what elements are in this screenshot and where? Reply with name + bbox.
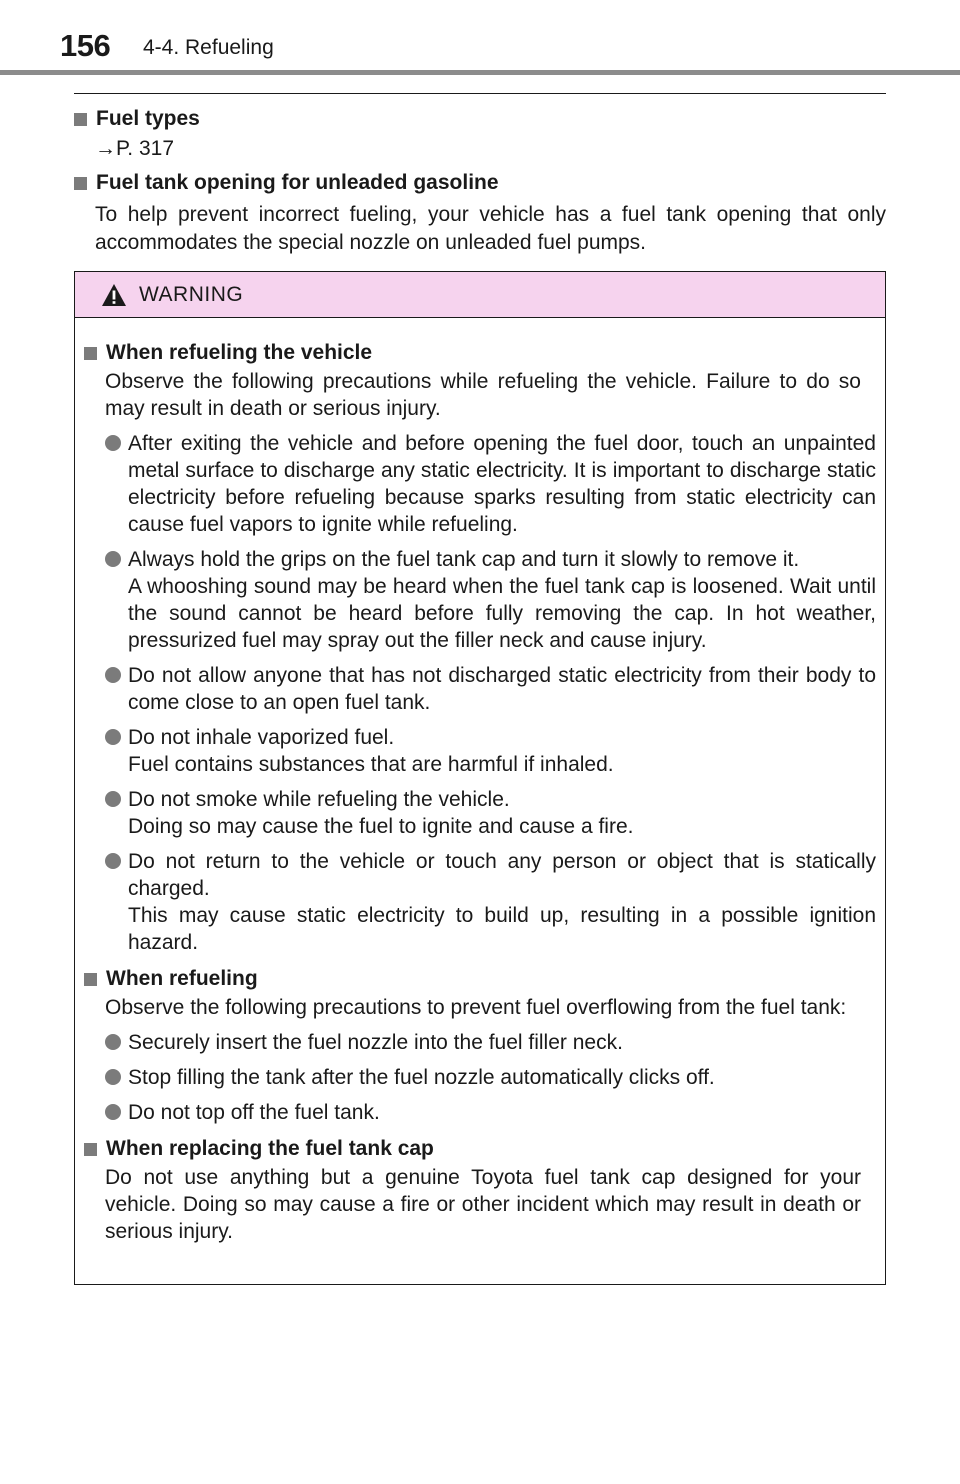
warning-bullet-text <box>128 1099 876 1126</box>
square-marker-icon <box>74 113 87 126</box>
warning-bullet-line: Do not return to the vehicle or touch any person or object that is statically charged. <box>128 850 876 900</box>
warning-bullet-line: Doing so may cause the fuel to ignite and cause a fire. <box>128 815 634 838</box>
header-band <box>0 70 960 75</box>
warning-section <box>84 1134 876 1245</box>
round-bullet-icon <box>105 853 121 869</box>
intro-paragraph: To help prevent incorrect fueling, your vehicle has a fuel tank opening that only accommodates the special nozzle on unleaded fuel pumps. <box>95 203 886 254</box>
warning-section-heading <box>84 964 876 994</box>
warning-bullet-item <box>84 786 876 840</box>
warning-bullet-line: Always hold the grips on the fuel tank cap and turn it slowly to remove it. <box>128 548 800 571</box>
warning-bullet-line: Do not top off the fuel tank. <box>128 1101 380 1124</box>
intro-heading-fuel-tank-opening <box>74 168 886 198</box>
warning-section-paragraph: Do not use anything but a genuine Toyota fuel tank cap designed for your vehicle. Doing so may cause a fire or other incident which may result in death or serious injury. <box>105 1166 861 1243</box>
warning-bullet-line: Do not smoke while refueling the vehicle. <box>128 788 510 811</box>
square-marker-icon <box>74 177 87 190</box>
page-number: 156 <box>60 28 111 63</box>
warning-section <box>84 964 876 1126</box>
warning-section-heading-text: When refueling <box>106 967 258 990</box>
round-bullet-icon <box>105 729 121 745</box>
intro-heading-text: Fuel types <box>96 107 200 130</box>
warning-section-heading <box>84 338 876 368</box>
warning-bullet-text <box>128 724 876 778</box>
page-reference-link[interactable]: →P. 317 <box>95 137 175 160</box>
warning-section-heading-text: When replacing the fuel tank cap <box>106 1137 434 1160</box>
warning-bullet-line: Do not allow anyone that has not discharged static electricity from their body to come close to an open fuel tank. <box>128 664 876 714</box>
warning-section-paragraph: Observe the following precautions to prevent fuel overflowing from the fuel tank: <box>105 996 847 1019</box>
intro-content <box>74 104 886 257</box>
round-bullet-icon <box>105 1104 121 1120</box>
warning-bullet-item <box>84 724 876 778</box>
warning-bullet-text <box>128 786 876 840</box>
warning-bullet-text <box>128 1029 876 1056</box>
intro-heading-fuel-types <box>74 104 886 134</box>
square-marker-icon <box>84 973 97 986</box>
warning-bullet-text <box>128 662 876 716</box>
round-bullet-icon <box>105 791 121 807</box>
round-bullet-icon <box>105 1069 121 1085</box>
warning-bullet-text <box>128 1064 876 1091</box>
warning-bullet-item <box>84 662 876 716</box>
warning-bullet-line: Do not inhale vaporized fuel. <box>128 726 395 749</box>
warning-section-heading <box>84 1134 876 1164</box>
square-marker-icon <box>84 1143 97 1156</box>
warning-bullet-item <box>84 1029 876 1056</box>
warning-bullet-line: Stop filling the tank after the fuel nozzle automatically clicks off. <box>128 1066 715 1089</box>
warning-section-heading-text: When refueling the vehicle <box>106 341 373 364</box>
warning-box <box>74 271 886 1285</box>
warning-bullet-item <box>84 430 876 538</box>
warning-bullet-line: This may cause static electricity to build up, resulting in a possible ignition hazard. <box>128 904 876 954</box>
warning-label: WARNING <box>139 282 244 306</box>
warning-bullet-text <box>128 848 876 956</box>
warning-bullet-line: After exiting the vehicle and before opening the fuel door, touch an unpainted metal surface to discharge any static electricity. It is important to discharge static electricity before refueling because sparks resulting from static electricity can cause fuel vapors to ignite while refueling. <box>128 432 876 536</box>
warning-bullet-item <box>84 848 876 956</box>
warning-body <box>75 318 885 1245</box>
divider-rule <box>74 93 886 94</box>
intro-heading-text: Fuel tank opening for unleaded gasoline <box>96 171 499 194</box>
warning-section <box>84 338 876 956</box>
warning-bullet-item <box>84 546 876 654</box>
warning-bullet-line: Securely insert the fuel nozzle into the fuel filler neck. <box>128 1031 623 1054</box>
warning-bullet-line: A whooshing sound may be heard when the fuel tank cap is loosened. Wait until the sound cannot be heard before fully removing the cap. In hot weather, pressurized fuel may spray out the filler neck and cause injury. <box>128 575 876 652</box>
round-bullet-icon <box>105 551 121 567</box>
warning-triangle-icon <box>101 283 127 307</box>
warning-bullet-text <box>128 546 876 654</box>
round-bullet-icon <box>105 667 121 683</box>
section-title: 4-4. Refueling <box>143 36 274 59</box>
round-bullet-icon <box>105 435 121 451</box>
warning-bullet-line: Fuel contains substances that are harmful if inhaled. <box>128 753 614 776</box>
warning-header <box>75 272 885 318</box>
warning-section-paragraph: Observe the following precautions while refueling the vehicle. Failure to do so may result in death or serious injury. <box>105 370 861 420</box>
warning-bullet-item <box>84 1064 876 1091</box>
round-bullet-icon <box>105 1034 121 1050</box>
warning-bullet-item <box>84 1099 876 1126</box>
square-marker-icon <box>84 347 97 360</box>
warning-bullet-text <box>128 430 876 538</box>
